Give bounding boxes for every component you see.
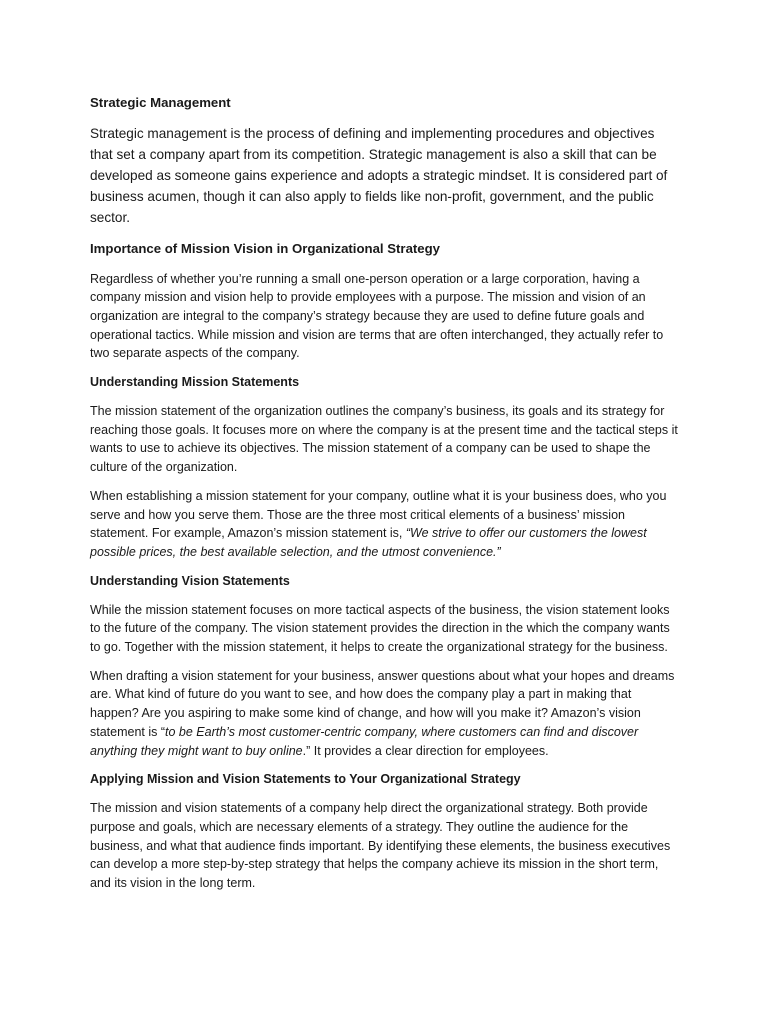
paragraph-vision-example [90,667,680,761]
mission-example-quote: “We strive to offer our customers the lowest possible prices, the best available selection, and the utmost convenience.” [90,526,647,559]
vision-example-lead: When drafting a vision statement for your business, answer questions about what your hopes and dreams are. What kind of future do you want to see, and how does the company play a part in making that happen? Are you aspiring to make some kind of change, and how will you make it? Amazon’s vision statement is “ [90,668,675,739]
vision-example-tail: .” It provides a clear direction for employees. [302,743,549,758]
heading-importance-mission-vision: Importance of Mission Vision in Organizational Strategy [90,240,441,256]
paragraph-mission-definition: The mission statement of the organization outlines the company’s business, its goals and its strategy for reaching those goals. It focuses more on where the company is at the present time and the tactical steps it wants to use to achieve its objectives. The mission statement of a company can be used to shape the culture of the organization. [90,404,678,475]
heading-understanding-mission: Understanding Mission Statements [90,375,300,390]
heading-understanding-vision: Understanding Vision Statements [90,573,290,588]
paragraph-mission-example [90,487,680,562]
heading-strategic-management: Strategic Management [90,95,231,110]
paragraph-strategic-management: Strategic management is the process of defining and implementing procedures and objectives that set a company apart from its competition. Strategic management is also a skill that can be developed as someone gains experience and adopts a strategic mindset. It is considered part of business acumen, though it can also apply to fields like non-profit, government, and the public sector. [90,126,668,225]
paragraph-importance-mission-vision: Regardless of whether you’re running a small one-person operation or a large corporation, having a company mission and vision help to provide employees with a purpose. The mission and vision of an organization are integral to the company’s strategy because they are used to define future goals and operational tactics. While mission and vision are terms that are often interchanged, they actually refer to two separate aspects of the company. [90,271,664,361]
paragraph-vision-definition: While the mission statement focuses on more tactical aspects of the business, the vision statement looks to the future of the company. The vision statement provides the direction in the which the company wants to go. Together with the mission statement, it helps to create the organizational strategy for the business. [90,602,670,655]
vision-example-quote: to be Earth’s most customer-centric company, where customers can find and discover anything they might want to buy online [90,724,639,758]
mission-example-lead: When establishing a mission statement for your company, outline what it is your business does, who you serve and how you serve them. Those are the three most critical elements of a business’ mission statement. For example, Amazon’s mission statement is, [90,488,667,541]
heading-applying-statements: Applying Mission and Vision Statements to Your Organizational Strategy [90,772,521,787]
paragraph-applying-statements: The mission and vision statements of a company help direct the organizational strategy. Both provide purpose and goals, which are necessary elements of a strategy. They outline the audience for the business, and what that audience finds important. By identifying these elements, the business executives can develop a more step-by-step strategy that helps the company achieve its mission in the short term, and its vision in the long term. [90,801,671,891]
